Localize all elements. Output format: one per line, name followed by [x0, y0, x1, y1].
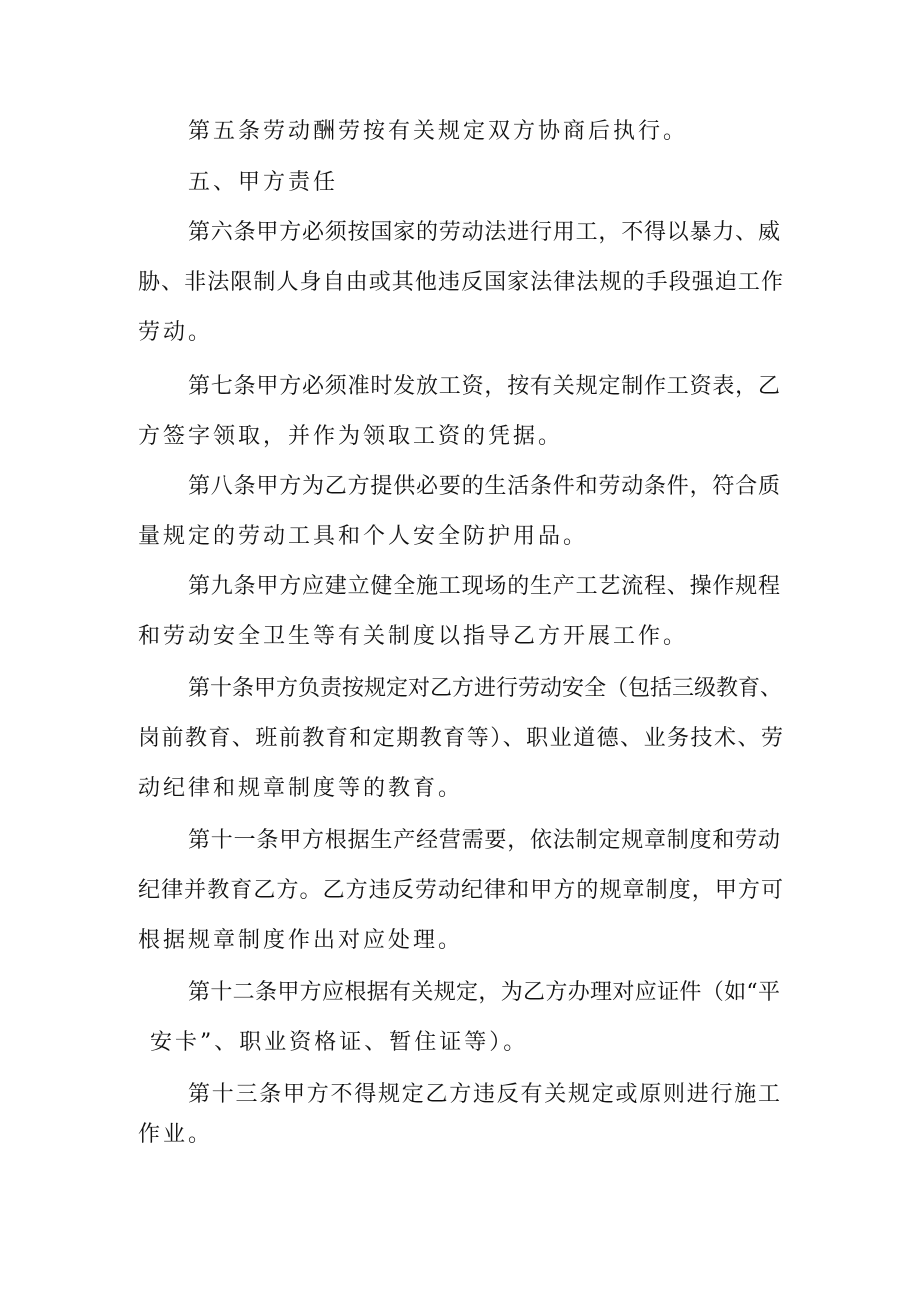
- section-heading-party-a-responsibilities: 五、甲方责任: [188, 170, 339, 195]
- clause-8-line-2: 量规定的劳动工具和个人安全防护用品。: [138, 524, 589, 549]
- clause-12-line-2: 安卡”、职业资格证、暂住证等）。: [150, 1030, 529, 1055]
- clause-13-line-2: 作业。: [138, 1122, 214, 1147]
- clause-10-line-2: 岗前教育、班前教育和定期教育等）、职业道德、业务技术、劳: [138, 726, 783, 751]
- clause-6-line-1: 第六条甲方必须按国家的劳动法进行用工，不得以暴力、威: [188, 220, 780, 245]
- clause-10-line-3: 动纪律和规章制度等的教育。: [138, 776, 464, 801]
- clause-12-line-1: 第十二条甲方应根据有关规定，为乙方办理对应证件（如“平: [188, 980, 780, 1005]
- clause-9-line-1: 第九条甲方应建立健全施工现场的生产工艺流程、操作规程: [188, 574, 780, 599]
- clause-9-line-2: 和劳动安全卫生等有关制度以指导乙方开展工作。: [138, 624, 689, 649]
- clause-10-line-1: 第十条甲方负责按规定对乙方进行劳动安全（包括三级教育、: [188, 676, 783, 701]
- clause-11-line-3: 根据规章制度作出对应处理。: [138, 928, 464, 953]
- clause-8-line-1: 第八条甲方为乙方提供必要的生活条件和劳动条件，符合质: [188, 474, 780, 499]
- clause-6-line-3: 劳动。: [138, 320, 214, 345]
- clause-13-line-1: 第十三条甲方不得规定乙方违反有关规定或原则进行施工: [188, 1082, 780, 1107]
- clause-5-line-1: 第五条劳动酬劳按有关规定双方协商后执行。: [188, 119, 689, 144]
- clause-6-line-2: 胁、非法限制人身自由或其他违反国家法律法规的手段强迫工作: [138, 270, 783, 295]
- clause-11-line-2: 纪律并教育乙方。乙方违反劳动纪律和甲方的规章制度，甲方可: [138, 878, 783, 903]
- clause-11-line-1: 第十一条甲方根据生产经营需要，依法制定规章制度和劳动: [188, 828, 780, 853]
- clause-7-line-1: 第七条甲方必须准时发放工资，按有关规定制作工资表，乙: [188, 374, 780, 399]
- clause-7-line-2: 方签字领取，并作为领取工资的凭据。: [138, 424, 564, 449]
